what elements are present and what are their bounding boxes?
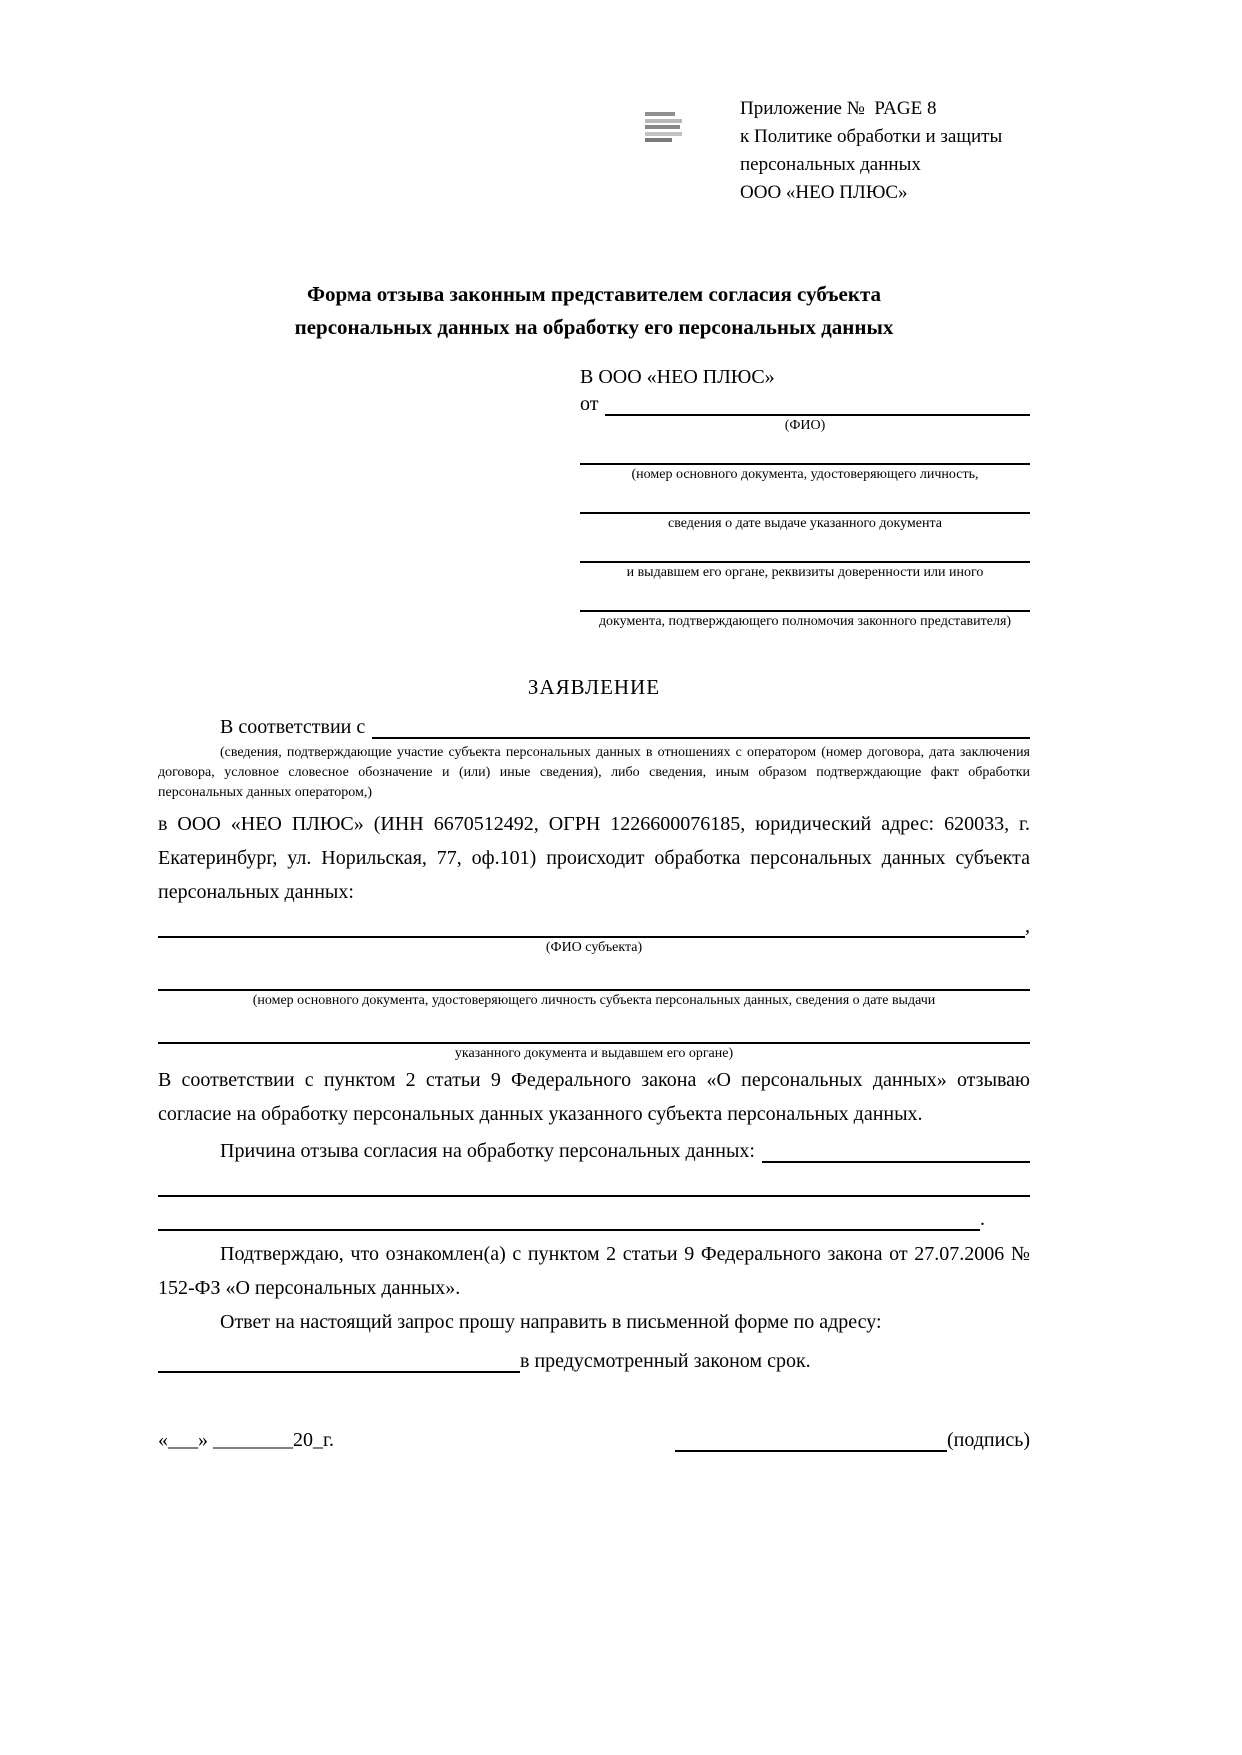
intro-label: В соответствии с [220,716,366,738]
document-body [158,278,1030,1452]
title-line-1: Форма отзыва законным представителем согласия субъекта [306,282,882,306]
date-fill-line[interactable]: «___» ________20_г. [158,1429,334,1451]
signature-area [675,1429,1030,1452]
basis-fine-print: (сведения, подтверждающие участие субъекта персональных данных в отношениях с оператором (номер договора, дата заключения договора, условное словесное обозначение и (или) иные сведения), либо сведения, иным образом подтверждающие факт обработки персональных данных оператором,) [158,745,1030,800]
appendix-block [740,95,1002,207]
rep-doc-issuer-fill-line[interactable] [580,539,1030,563]
intro-row [158,711,1030,739]
representative-fio-fill-line[interactable] [605,394,1030,416]
footer-row [158,1429,1030,1452]
legal-basis-fill-line[interactable] [372,717,1030,739]
subject-fio-caption: (ФИО субъекта) [545,940,643,955]
statement-heading: ЗАЯВЛЕНИЕ [527,675,661,699]
reason-fill-line-1[interactable] [762,1141,1030,1163]
operator-paragraph: в ООО «НЕО ПЛЮС» (ИНН 6670512492, ОГРН 1226600076185, юридический адрес: 620033, г. Екатеринбург, ул. Норильская, 77, оф.101) происходит обработка персональных данных субъекта персональных данных: [158,813,1030,903]
reply-line-2-suffix: в предусмотренный законом срок. [520,1350,811,1372]
appendix-line-4: ООО «НЕО ПЛЮС» [740,182,908,203]
rep-doc-date-caption: сведения о дате выдаче указанного документа [668,516,942,531]
withdrawal-paragraph: В соответствии с пунктом 2 статьи 9 Федерального закона «О персональных данных» отзываю согласие на обработку персональных данных указанного субъекта персональных данных. [158,1069,1030,1125]
appendix-line-3: персональных данных [740,154,921,175]
reason-fill-line-3[interactable] [158,1207,980,1231]
appendix-line-1: Приложение № PAGE 8 [740,98,937,119]
rep-doc-date-fill-line[interactable] [580,490,1030,514]
subject-fio-trailing-comma: , [1025,915,1030,937]
subject-fio-fill-line[interactable] [158,918,1025,938]
rep-doc-number-fill-line[interactable] [580,441,1030,465]
appendix-line-2: к Политике обработки и защиты [740,126,1003,147]
document-title [158,278,1030,344]
subject-doc-caption-1: (номер основного документа, удостоверяющего личность субъекта персональных данных, сведения о дате выдачи [252,993,936,1008]
reason-row-3 [158,1207,1030,1231]
subject-fio-row [158,915,1030,938]
address-fill-line[interactable] [158,1351,520,1373]
reply-address-row [158,1339,1030,1373]
reason-row [158,1133,1030,1163]
rep-doc-issuer-caption: и выдавшем его органе, реквизиты доверенности или иного [626,565,984,580]
from-label: от [580,393,599,415]
fio-caption: (ФИО) [784,418,826,433]
addressee-block [580,366,1030,631]
blurred-text-lines-icon [645,112,682,142]
signature-fill-line[interactable] [675,1430,947,1452]
subject-doc-caption-2: указанного документа и выдавшем его органе) [454,1046,734,1061]
subject-doc-fill-line-2[interactable] [158,1020,1030,1044]
rep-doc-number-caption: (номер основного документа, удостоверяющего личность, [631,467,979,482]
signature-caption: (подпись) [946,1429,1030,1451]
confirm-paragraph: Подтверждаю, что ознакомлен(а) с пунктом 2 статьи 9 Федерального закона от 27.07.2006 № 152-ФЗ «О персональных данных». [158,1243,1030,1299]
subject-doc-fill-line-1[interactable] [158,967,1030,991]
rep-authority-doc-fill-line[interactable] [580,588,1030,612]
rep-authority-doc-caption: документа, подтверждающего полномочия законного представителя) [598,614,1012,629]
reason-trailing-period: . [980,1208,985,1230]
from-row [580,392,1030,416]
reply-line-1: Ответ на настоящий запрос прошу направить в письменной форме по адресу: [220,1311,882,1333]
reason-fill-line-2[interactable] [158,1173,1030,1197]
addressee-to: В ООО «НЕО ПЛЮС» [580,366,775,388]
reason-label: Причина отзыва согласия на обработку персональных данных: [220,1140,755,1162]
title-line-2: персональных данных на обработку его персональных данных [294,315,894,339]
